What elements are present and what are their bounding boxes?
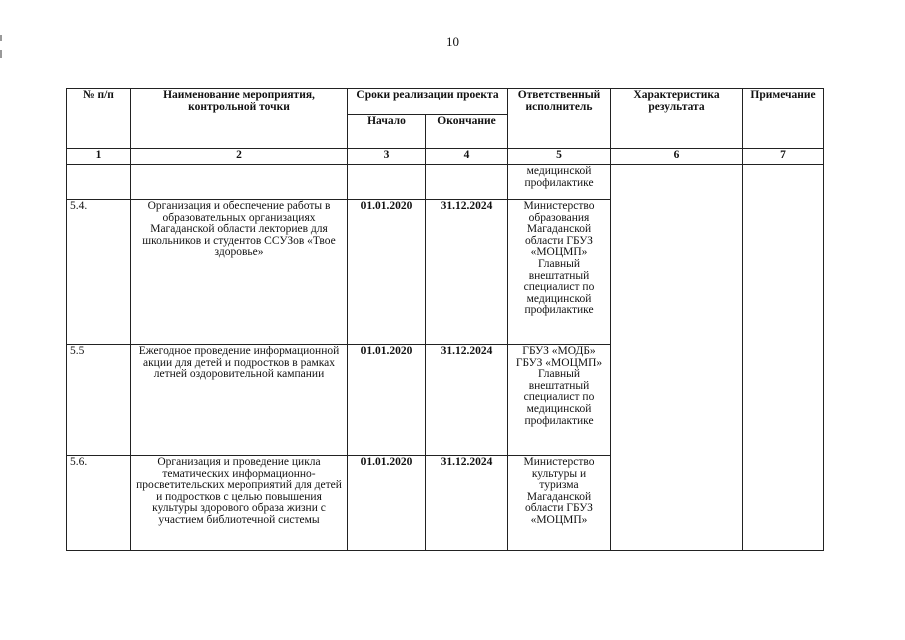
cell-num: 5.5 [67,345,131,456]
cell-result [611,165,743,551]
cell-start: 01.01.2020 [348,456,426,551]
cell-name [131,165,348,200]
column-number: 1 [67,149,131,165]
cell-responsible: Министерство культуры и туризма Магаданской области ГБУЗ «МОЦМП» [508,456,611,551]
column-numbers-row [67,149,824,165]
cell-start: 01.01.2020 [348,345,426,456]
column-number: 2 [131,149,348,165]
header-name: Наименование мероприятия, контрольной точки [131,89,348,149]
cell-num: 5.6. [67,456,131,551]
header-start: Начало [348,115,426,149]
header-num: № п/п [67,89,131,149]
column-number: 7 [743,149,824,165]
cell-end: 31.12.2024 [426,456,508,551]
scan-mark [0,50,2,58]
cell-name: Организация и обеспечение работы в образовательных организациях Магаданской области лекториев для школьников и студентов ССУЗов «Твое здоровье» [131,200,348,345]
cell-start [348,165,426,200]
page-number: 10 [446,34,459,49]
column-number: 4 [426,149,508,165]
cell-responsible: медицинской профилактике [508,165,611,200]
cell-end: 31.12.2024 [426,345,508,456]
cell-responsible: Министерство образования Магаданской области ГБУЗ «МОЦМП» Главный внештатный специалист по медицинской профилактике [508,200,611,345]
cell-responsible: ГБУЗ «МОДБ» ГБУЗ «МОЦМП» Главный внештатный специалист по медицинской профилактике [508,345,611,456]
cell-num [67,165,131,200]
header-end: Окончание [426,115,508,149]
measures-table [66,88,824,551]
column-number: 6 [611,149,743,165]
table-row [67,165,824,200]
cell-end: 31.12.2024 [426,200,508,345]
cell-note [743,165,824,551]
cell-end [426,165,508,200]
cell-name: Ежегодное проведение информационной акции для детей и подростков в рамках летней оздоровительной кампании [131,345,348,456]
column-number: 3 [348,149,426,165]
header-responsible: Ответственный исполнитель [508,89,611,149]
header-note: Примечание [743,89,824,149]
cell-start: 01.01.2020 [348,200,426,345]
cell-num: 5.4. [67,200,131,345]
header-result: Характеристика результата [611,89,743,149]
column-number: 5 [508,149,611,165]
header-terms: Сроки реализации проекта [348,89,508,115]
cell-name: Организация и проведение цикла тематических информационно-просветительских мероприятий для детей и подростков с целью повышения культуры здорового образа жизни с участием библиотечной системы [131,456,348,551]
